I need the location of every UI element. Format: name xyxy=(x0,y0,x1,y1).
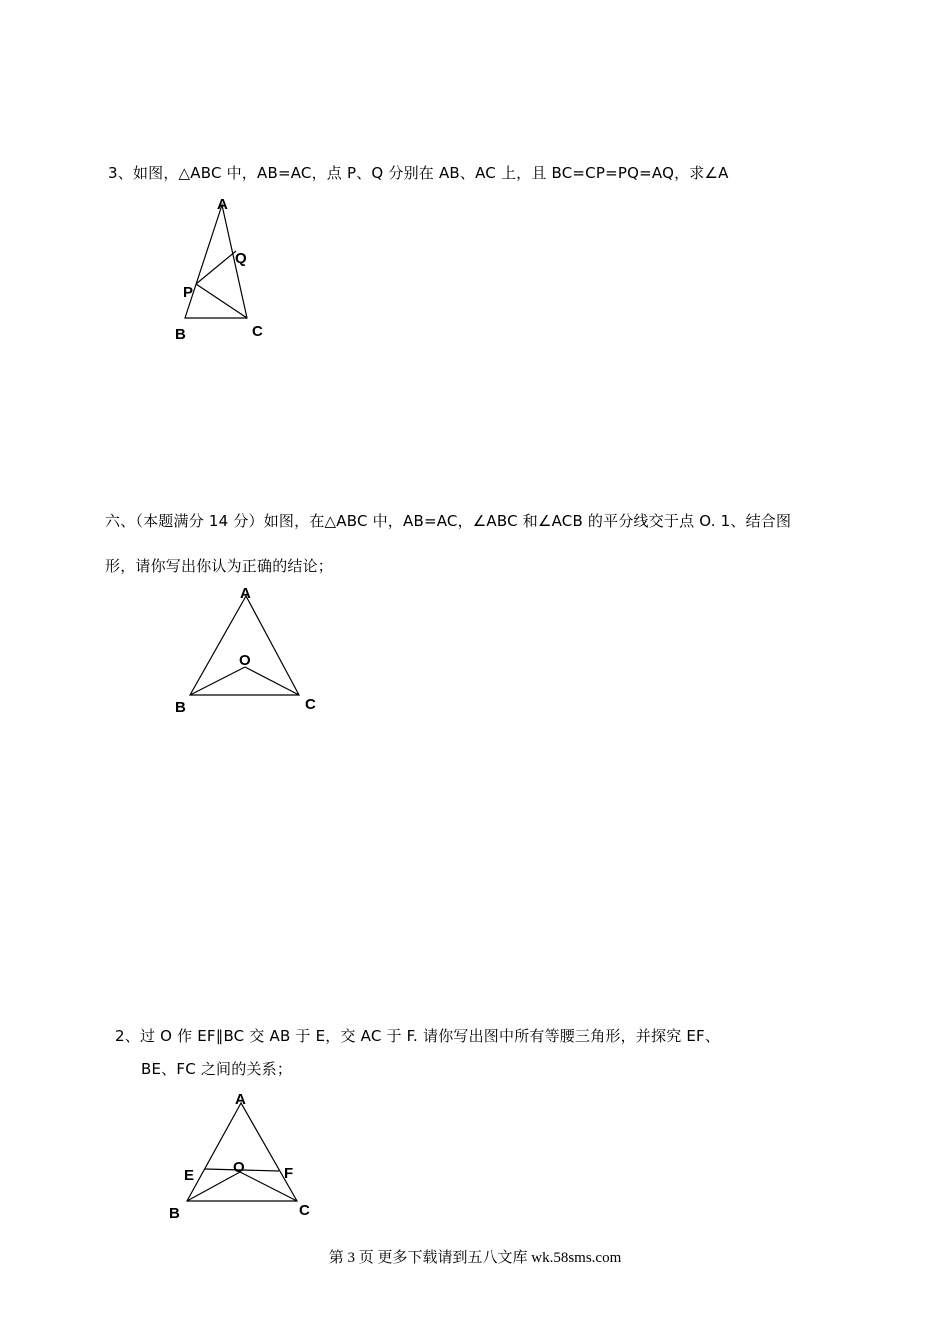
label-e: E xyxy=(184,1167,195,1184)
page-footer: 第 3 页 更多下载请到五八文库 wk.58sms.com xyxy=(328,1250,622,1266)
label-o: O xyxy=(239,652,251,669)
label-b: B xyxy=(175,326,186,343)
label-b: B xyxy=(175,699,186,716)
label-q: Q xyxy=(235,250,247,267)
problem-3-text: 3、如图，△ABC 中，AB=AC，点 P、Q 分别在 AB、AC 上，且 BC=CP=PQ=AQ，求∠A xyxy=(108,164,729,182)
figure-triangle-pq xyxy=(165,188,285,348)
label-a: A xyxy=(235,1091,246,1108)
label-c: C xyxy=(299,1202,310,1219)
figure-triangle-o xyxy=(165,580,335,720)
triangle-abc xyxy=(187,1103,297,1201)
label-c: C xyxy=(252,323,263,340)
label-f: F xyxy=(284,1165,294,1182)
problem-6-line-1: 六、（本题满分 14 分）如图，在△ABC 中，AB=AC，∠ABC 和∠ACB 的平分线交于点 O. 1、结合图 xyxy=(105,512,792,530)
label-a: A xyxy=(240,585,251,602)
part-2-line-1: 2、过 O 作 EF∥BC 交 AB 于 E，交 AC 于 F. 请你写出图中所有等腰三角形，并探究 EF、 xyxy=(115,1027,721,1045)
figure-triangle-ef xyxy=(160,1085,330,1225)
label-o: O xyxy=(233,1159,245,1176)
problem-6-line-2: 形，请你写出你认为正确的结论； xyxy=(105,557,334,575)
part-2-line-2: BE、FC 之间的关系； xyxy=(141,1060,293,1078)
label-b: B xyxy=(169,1205,180,1222)
label-p: P xyxy=(183,284,194,301)
label-c: C xyxy=(305,696,316,713)
label-a: A xyxy=(217,196,228,213)
triangle-abc xyxy=(190,596,299,695)
segment-cp xyxy=(196,284,247,318)
